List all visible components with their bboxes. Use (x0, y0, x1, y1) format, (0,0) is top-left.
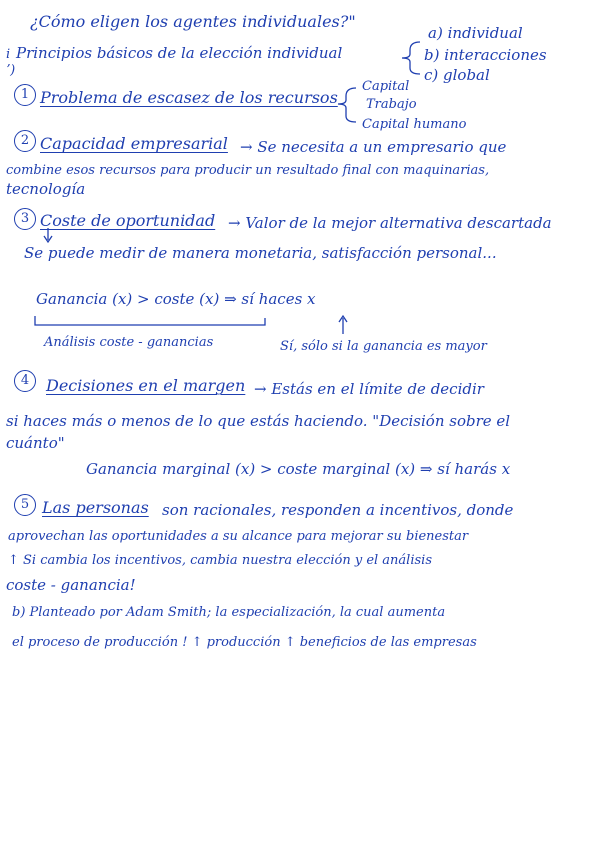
section-3-formula: Ganancia (x) > coste (x) ⇒ sí haces x (36, 290, 316, 308)
section-5-line-3: ↑ Si cambia los incentivos, cambia nuestra elección y el análisis (8, 553, 432, 568)
resource-capital: Capital (362, 79, 410, 94)
section-4-line-1: → Estás en el límite de decidir (254, 380, 484, 398)
formula-bracket (35, 316, 265, 325)
scope-interacciones: b) interacciones (424, 46, 547, 64)
section-4-line-3: cuánto" (6, 434, 65, 452)
section-2-line-2: combine esos recursos para producir un resultado final con maquinarias, (6, 163, 490, 178)
resource-trabajo: Trabajo (366, 97, 417, 112)
scope-brace (402, 42, 420, 74)
section-2-line-3: tecnología (6, 180, 86, 198)
section-3-number: 3 (14, 208, 36, 230)
resources-brace (338, 88, 356, 122)
section-3-line-1: → Valor de la mejor alternativa descartada (228, 214, 552, 232)
principle-bullet: i (6, 47, 11, 62)
resource-capital-humano: Capital humano (362, 117, 467, 132)
section-2-line-1: → Se necesita a un empresario que (240, 138, 507, 156)
scope-global: c) global (424, 66, 490, 84)
section-5-line-1: son racionales, responden a incentivos, donde (162, 501, 514, 519)
section-4-number: 4 (14, 370, 36, 392)
section-4-formula: Ganancia marginal (x) > coste marginal (x) ⇒ sí harás x (86, 460, 511, 478)
section-3-note-left: Análisis coste - ganancias (44, 335, 214, 350)
section-2-heading: Capacidad empresarial (40, 134, 228, 153)
principle-mark: ʼ) (6, 63, 16, 78)
section-5-line-5: b) Planteado por Adam Smith; la especialización, la cual aumenta (12, 605, 446, 620)
section-1-heading: Problema de escasez de los recursos (40, 88, 338, 107)
section-5-heading: Las personas (42, 498, 149, 517)
section-3-line-2: Se puede medir de manera monetaria, satisfacción personal... (24, 244, 497, 262)
section-3-note-right: Sí, sólo si la ganancia es mayor (280, 339, 487, 354)
section-2-number: 2 (14, 130, 36, 152)
section-5-number: 5 (14, 494, 36, 516)
section-5-line-4: coste - ganancia! (6, 576, 136, 594)
section-5-line-2: aprovechan las oportunidades a su alcance para mejorar su bienestar (8, 529, 469, 544)
scope-individual: a) individual (428, 24, 523, 42)
section-4-heading: Decisiones en el margen (46, 376, 246, 395)
section-1-number: 1 (14, 84, 36, 106)
page-title: ¿Cómo eligen los agentes individuales?" (30, 12, 356, 31)
section-5-line-6: el proceso de producción ! ↑ producción ↑ beneficios de las empresas (12, 635, 477, 650)
section-3-heading: Coste de oportunidad (40, 211, 216, 230)
principle-line: Principios básicos de la elección individual (16, 44, 343, 62)
section-4-line-2: si haces más o menos de lo que estás haciendo. "Decisión sobre el (6, 412, 511, 430)
